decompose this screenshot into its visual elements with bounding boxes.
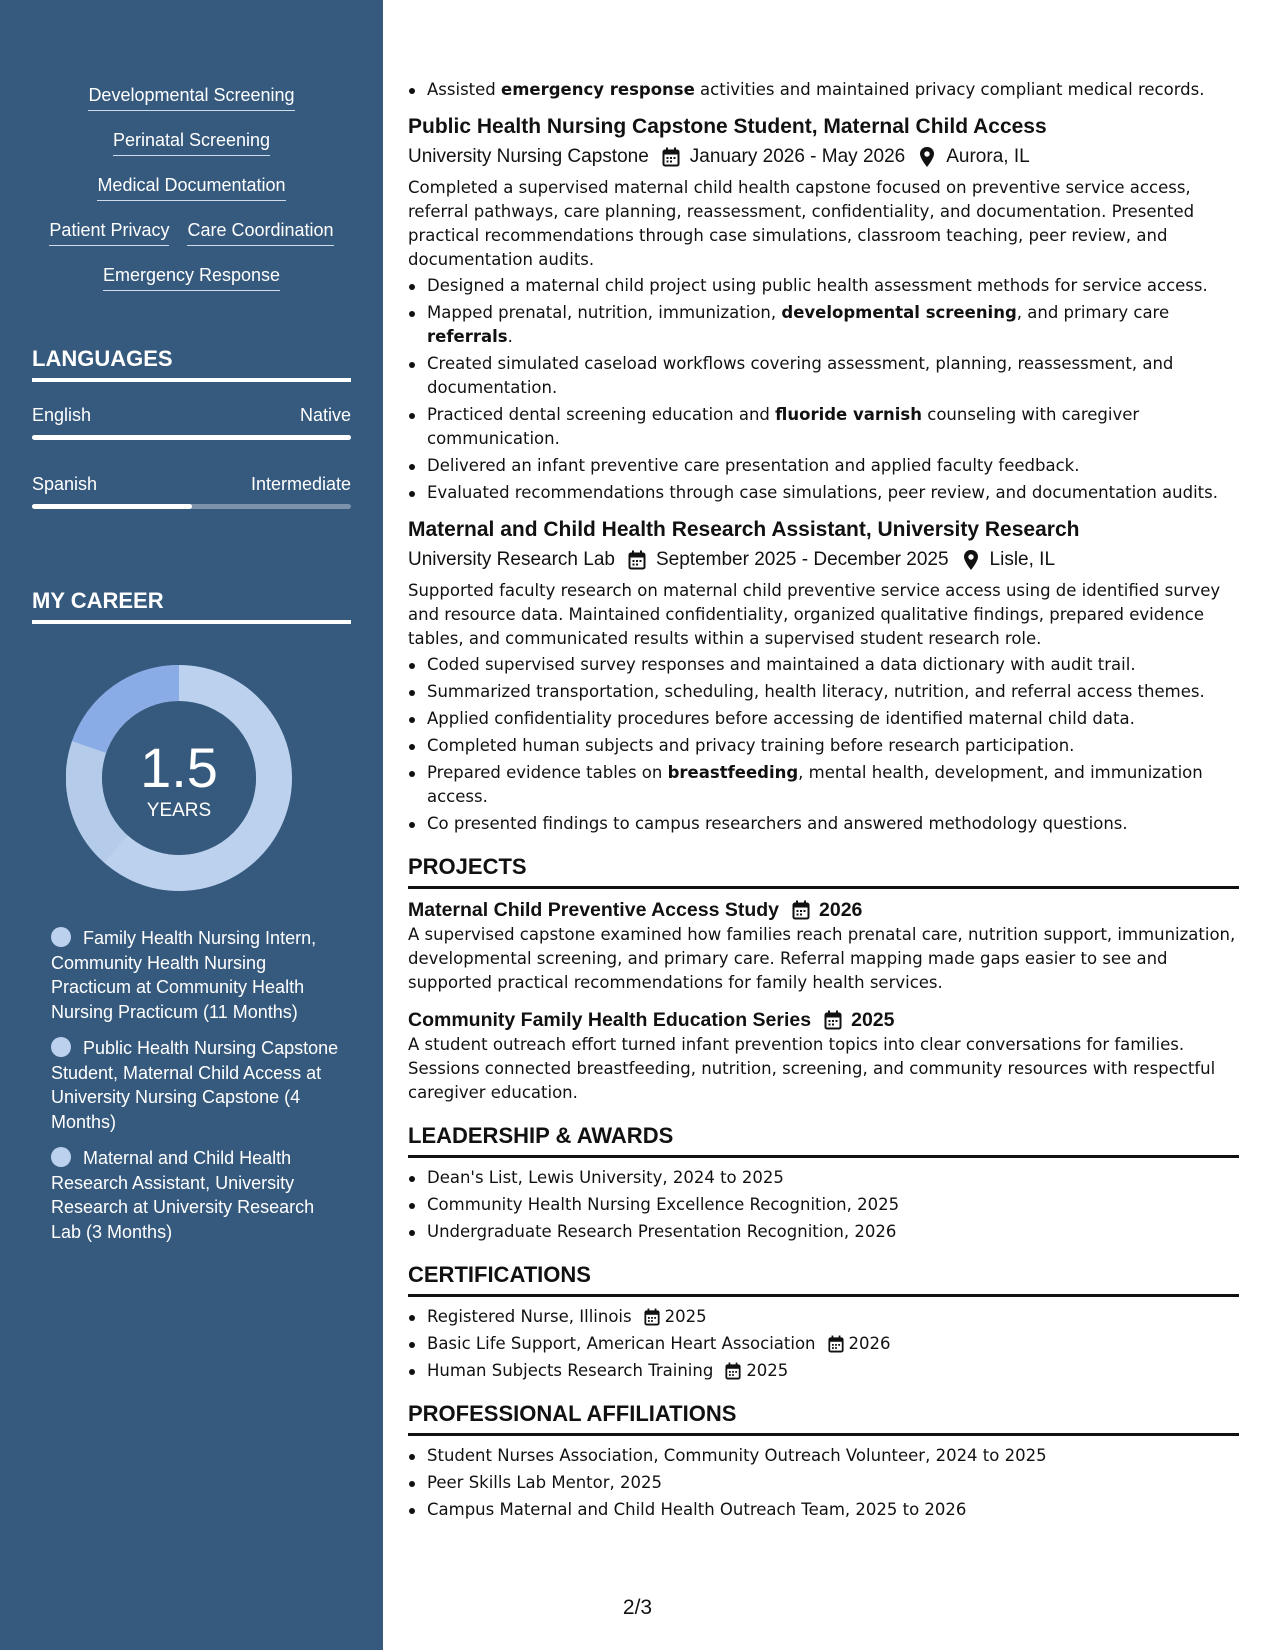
- bullet-dot-icon: [51, 1147, 71, 1167]
- language-name: English: [32, 405, 92, 425]
- role-dates: January 2026 - May 2026: [689, 146, 906, 167]
- project-entry: [408, 1007, 1239, 1105]
- role-meta: [408, 144, 1239, 170]
- role-bullets: [408, 653, 1239, 836]
- certification-name: Human Subjects Research Training: [427, 1361, 714, 1380]
- career-years-unit: YEARS: [146, 800, 212, 821]
- language-proficiency-bar: [32, 504, 351, 509]
- bullet-dot-icon: [51, 1037, 71, 1057]
- role-bullets: [408, 274, 1239, 505]
- calendar-icon: [661, 146, 681, 168]
- bullet-item: Summarized transportation, scheduling, health literacy, nutrition, and referral access themes.: [408, 680, 1239, 704]
- bullet-item: Completed human subjects and privacy training before research participation.: [408, 734, 1239, 758]
- language-name: Spanish: [32, 474, 98, 494]
- certifications-list: [408, 1305, 1239, 1383]
- bullet-item: Practiced dental screening education and fluoride varnish counseling with caregiver communication.: [408, 403, 1239, 451]
- experience-entry: [408, 517, 1239, 836]
- award-item: Dean's List, Lewis University, 2024 to 2025: [408, 1166, 1239, 1190]
- role-summary: Supported faculty research on maternal child preventive service access using de identified survey and resource data. Maintained confidentiality, organized qualitative findings, prepared evidence tables, and communicated results within a supervised student research role.: [408, 581, 1221, 648]
- project-description: A supervised capstone examined how families reach prenatal care, nutrition support, immunization, developmental screening, and primary care. Referral mapping made gaps easier to see and supported practical recommendations for family health services.: [408, 925, 1236, 992]
- career-years-value: 1.5: [140, 736, 218, 799]
- role-org: University Nursing Capstone: [408, 146, 649, 167]
- calendar-icon: [644, 1308, 660, 1326]
- bullet-item: Coded supervised survey responses and maintained a data dictionary with audit trail.: [408, 653, 1239, 677]
- affiliation-item: Student Nurses Association, Community Outreach Volunteer, 2024 to 2025: [408, 1444, 1239, 1468]
- certification-year: 2025: [746, 1361, 789, 1380]
- calendar-icon: [725, 1362, 741, 1380]
- role-location: Aurora, IL: [946, 146, 1030, 167]
- affiliations-list: [408, 1444, 1239, 1522]
- intro-bullet: Assisted emergency response activities and maintained privacy compliant medical records.: [408, 78, 1239, 102]
- language-level: Intermediate: [250, 474, 351, 494]
- skill-tag: Care Coordination: [187, 219, 333, 246]
- bullet-item: Delivered an infant preventive care presentation and applied faculty feedback.: [408, 454, 1239, 478]
- bullet-item: Designed a maternal child project using public health assessment methods for service access.: [408, 274, 1239, 298]
- award-item: Undergraduate Research Presentation Recognition, 2026: [408, 1220, 1239, 1244]
- bullet-dot-icon: [51, 927, 71, 947]
- career-item: [51, 1146, 341, 1244]
- role-title: Maternal and Child Health Research Assistant, University Research: [408, 518, 1080, 541]
- language-level: Native: [299, 405, 351, 425]
- certification-name: Basic Life Support, American Heart Association: [427, 1334, 816, 1353]
- award-item: Community Health Nursing Excellence Recognition, 2025: [408, 1193, 1239, 1217]
- affiliation-item: Campus Maternal and Child Health Outreach Team, 2025 to 2026: [408, 1498, 1239, 1522]
- affiliation-item: Peer Skills Lab Mentor, 2025: [408, 1471, 1239, 1495]
- skill-tag: Perinatal Screening: [113, 129, 270, 156]
- experience-entry: [408, 114, 1239, 505]
- certification-year: 2025: [664, 1307, 707, 1326]
- career-heading: MY CAREER: [32, 588, 351, 624]
- career-list: [51, 926, 341, 1256]
- skill-tag: Developmental Screening: [88, 84, 294, 111]
- project-year: 2026: [819, 899, 863, 921]
- project-description: A student outreach effort turned infant prevention topics into clear conversations for families. Sessions connected breastfeeding, nutrition, screening, and community resources with respectful caregiver education.: [408, 1035, 1216, 1102]
- certification-item: [408, 1359, 1239, 1383]
- language-proficiency-bar: [32, 435, 351, 440]
- career-item-text: Maternal and Child Health Research Assistant, University Research at University Research Lab (3 Months): [51, 1148, 315, 1242]
- role-summary: Completed a supervised maternal child health capstone focused on preventive service access, referral pathways, care planning, reassessment, confidentiality, and documentation. Presented practical recommendations through case simulations, classroom teaching, peer review, and documentation audits.: [408, 178, 1195, 269]
- map-pin-icon: [917, 146, 937, 168]
- bullet-item: Evaluated recommendations through case simulations, peer review, and documentation audits.: [408, 481, 1239, 505]
- skill-tags: [32, 84, 351, 309]
- certification-item: [408, 1305, 1239, 1329]
- skill-tag: Medical Documentation: [97, 174, 285, 201]
- role-location: Lisle, IL: [989, 549, 1056, 570]
- bullet-item: Co presented findings to campus researchers and answered methodology questions.: [408, 812, 1239, 836]
- affiliations-heading: PROFESSIONAL AFFILIATIONS: [408, 1401, 1239, 1436]
- projects-heading: PROJECTS: [408, 854, 1239, 889]
- skill-tag: Emergency Response: [103, 264, 280, 291]
- calendar-icon: [828, 1335, 844, 1353]
- certification-name: Registered Nurse, Illinois: [427, 1307, 632, 1326]
- page-number: 2/3: [622, 1596, 653, 1619]
- project-entry: [408, 897, 1239, 995]
- project-year: 2025: [851, 1009, 895, 1031]
- certification-item: [408, 1332, 1239, 1356]
- role-org: University Research Lab: [408, 549, 615, 570]
- certifications-heading: CERTIFICATIONS: [408, 1262, 1239, 1297]
- language-spanish: [32, 473, 351, 509]
- role-title: Public Health Nursing Capstone Student, Maternal Child Access: [408, 115, 1047, 138]
- languages-heading: LANGUAGES: [32, 346, 351, 382]
- career-item-text: Public Health Nursing Capstone Student, Maternal Child Access at University Nursing Capstone (4 Months): [51, 1038, 339, 1132]
- calendar-icon: [627, 549, 647, 571]
- awards-heading: LEADERSHIP & AWARDS: [408, 1123, 1239, 1158]
- career-item: [51, 926, 341, 1024]
- project-title: Community Family Health Education Series: [408, 1009, 812, 1031]
- bullet-item: Applied confidentiality procedures before accessing de identified maternal child data.: [408, 707, 1239, 731]
- certification-year: 2026: [848, 1334, 891, 1353]
- map-pin-icon: [961, 549, 981, 571]
- bullet-item: Mapped prenatal, nutrition, immunization, developmental screening, and primary care referrals.: [408, 301, 1239, 349]
- main-content: [408, 78, 1239, 1525]
- sidebar: [0, 0, 383, 1650]
- career-item-text: Family Health Nursing Intern, Community Health Nursing Practicum at Community Health Nursing Practicum (11 Months): [51, 928, 317, 1022]
- role-meta: [408, 547, 1239, 573]
- bullet-item: Prepared evidence tables on breastfeeding, mental health, development, and immunization access.: [408, 761, 1239, 809]
- role-dates: September 2025 - December 2025: [655, 549, 949, 570]
- language-proficiency-fill: [32, 504, 192, 509]
- awards-list: [408, 1166, 1239, 1244]
- language-proficiency-fill: [32, 435, 351, 440]
- project-title: Maternal Child Preventive Access Study: [408, 899, 779, 921]
- language-english: [32, 404, 351, 440]
- career-item: [51, 1036, 341, 1134]
- calendar-icon: [823, 1009, 843, 1031]
- skill-tag: Patient Privacy: [49, 219, 169, 246]
- bullet-item: Created simulated caseload workflows covering assessment, planning, reassessment, and documentation.: [408, 352, 1239, 400]
- calendar-icon: [791, 899, 811, 921]
